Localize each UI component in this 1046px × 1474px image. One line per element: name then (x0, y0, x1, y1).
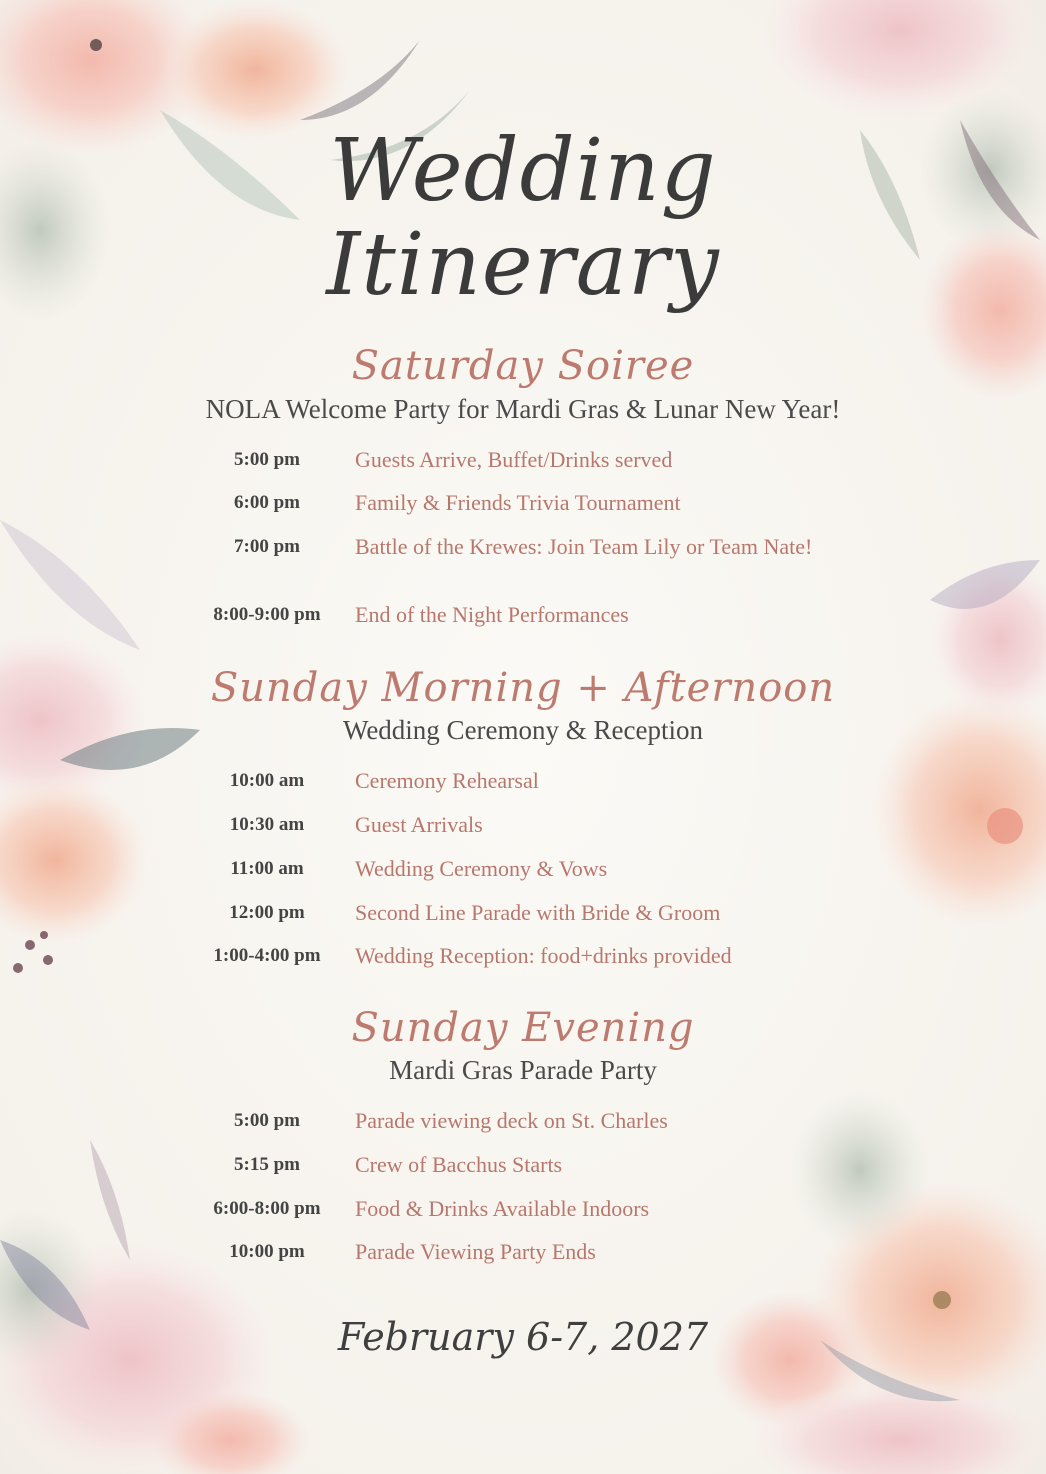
schedule-time: 7:00 pm (234, 536, 300, 557)
schedule-event: Battle of the Krewes: Join Team Lily or Team Nate! (355, 534, 813, 559)
section-heading-sunday-evening: Sunday Evening (351, 1005, 695, 1051)
schedule-event: Wedding Reception: food+drinks provided (355, 943, 732, 968)
schedule-event: Parade viewing deck on St. Charles (355, 1108, 668, 1133)
bottom-left-flowers (0, 1140, 310, 1474)
page-title-line-1: Wedding (329, 121, 717, 221)
schedule-time: 10:00 am (229, 770, 305, 791)
bottom-right-flowers (710, 1090, 1046, 1474)
schedule-time: 10:30 am (229, 814, 305, 835)
schedule-event: Parade Viewing Party Ends (355, 1239, 596, 1264)
schedule-event: Family & Friends Trivia Tournament (355, 490, 681, 515)
schedule-time: 5:00 pm (234, 449, 300, 470)
schedule-time: 5:15 pm (234, 1154, 300, 1175)
section-subtitle-saturday: NOLA Welcome Party for Mardi Gras & Lunar New Year! (205, 394, 841, 424)
schedule-time: 6:00-8:00 pm (213, 1198, 321, 1219)
schedule-time: 6:00 pm (234, 492, 300, 513)
event-date: February 6-7, 2027 (337, 1315, 709, 1359)
page-title-line-2: Itinerary (326, 215, 720, 315)
schedule-event: End of the Night Performances (355, 602, 629, 627)
schedule-event: Wedding Ceremony & Vows (355, 856, 608, 881)
schedule-time: 11:00 am (230, 858, 304, 879)
section-heading-sunday-morning: Sunday Morning + Afternoon (210, 665, 836, 711)
section-subtitle-sunday-evening: Mardi Gras Parade Party (389, 1055, 657, 1085)
schedule-event: Crew of Bacchus Starts (355, 1152, 563, 1177)
schedule-time: 5:00 pm (234, 1110, 300, 1131)
schedule-event: Second Line Parade with Bride & Groom (355, 900, 721, 925)
schedule-event: Ceremony Rehearsal (355, 768, 539, 793)
right-middle-flowers (870, 560, 1046, 930)
schedule-time: 1:00-4:00 pm (213, 945, 321, 966)
schedule-time: 12:00 pm (229, 902, 305, 923)
section-heading-saturday: Saturday Soiree (351, 343, 695, 389)
schedule-event: Food & Drinks Available Indoors (355, 1196, 650, 1221)
left-middle-flowers (0, 520, 200, 973)
section-subtitle-sunday-morning: Wedding Ceremony & Reception (343, 715, 703, 745)
schedule-time: 10:00 pm (229, 1241, 305, 1262)
schedule-event: Guest Arrivals (355, 812, 483, 837)
schedule-event: Guests Arrive, Buffet/Drinks served (355, 447, 673, 472)
schedule-time: 8:00-9:00 pm (213, 604, 321, 625)
